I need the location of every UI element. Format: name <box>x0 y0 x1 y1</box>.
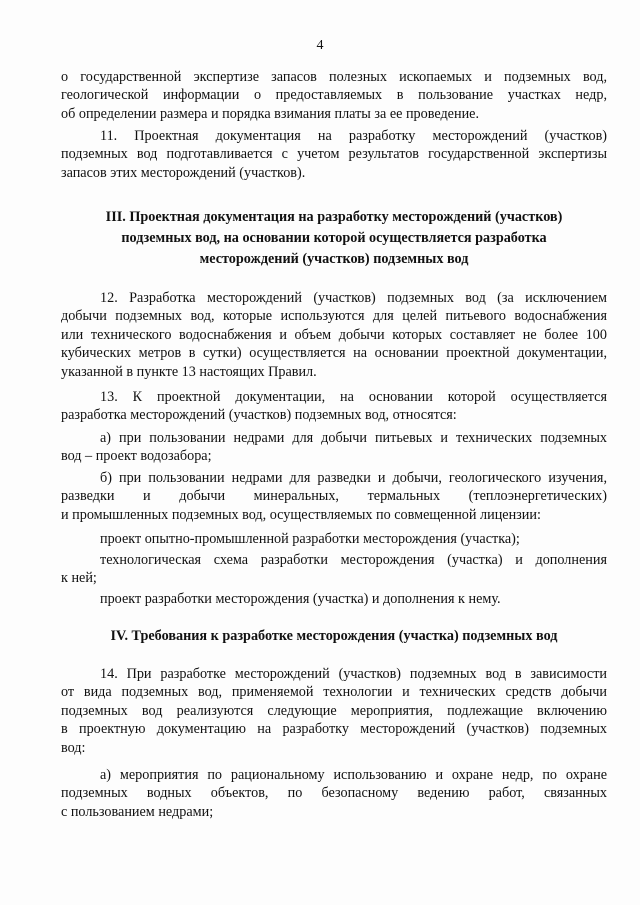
text-line: запасов этих месторождений (участков). <box>61 164 306 181</box>
paragraph-12 <box>61 289 607 381</box>
heading-line: III. Проектная документация на разработку месторождений (участков) <box>105 209 563 225</box>
paragraph-13b-item-1 <box>61 530 607 548</box>
paragraph-13 <box>61 388 607 425</box>
section-heading-3 <box>61 207 607 270</box>
paragraph-13b <box>61 469 607 524</box>
text-line: 14. При разработке месторождений (участков) подземных вод в зависимости <box>100 666 607 682</box>
heading-line: месторождений (участков) подземных вод <box>199 251 469 267</box>
text-line: с пользованием недрами; <box>61 803 214 820</box>
text-line: к ней; <box>61 570 97 587</box>
text-line: разработка месторождений (участков) подземных вод, относятся: <box>61 407 457 424</box>
text-line: о государственной экспертизе запасов полезных ископаемых и подземных вод, <box>61 69 607 85</box>
paragraph-continuation <box>61 68 607 123</box>
paragraph-14 <box>61 665 607 757</box>
paragraph-13b-item-2 <box>61 551 607 588</box>
heading-line: IV. Требования к разработке месторождения (участка) подземных вод <box>110 628 558 644</box>
paragraph-11 <box>61 127 607 182</box>
text-line: проект опытно-промышленной разработки месторождения (участка); <box>100 531 520 547</box>
page-number: 4 <box>316 38 324 53</box>
text-line: от вида подземных вод, применяемой технологии и технических средств добычи <box>61 684 607 701</box>
text-line: б) при пользовании недрами для разведки и добычи, геологического изучения, <box>100 470 607 486</box>
text-line: разведки и добычи минеральных, термальных (теплоэнергетических) <box>61 488 607 505</box>
section-heading-4 <box>61 626 607 647</box>
text-line: подземных вод подготавливается с учетом результатов государственной экспертизы <box>61 146 607 163</box>
text-line: а) при пользовании недрами для добычи питьевых и технических подземных <box>100 430 607 446</box>
text-line: кубических метров в сутки) осуществляется на основании проектной документации, <box>61 345 607 362</box>
text-line: добычи подземных вод, которые используются для целей питьевого водоснабжения <box>61 308 607 325</box>
paragraph-14a <box>61 766 607 821</box>
paragraph-13b-item-3 <box>61 590 607 608</box>
text-line: проект разработки месторождения (участка) и дополнения к нему. <box>100 591 501 607</box>
text-line: об определении размера и порядка взимания платы за ее проведение. <box>61 105 480 122</box>
text-line: указанной в пункте 13 настоящих Правил. <box>61 363 317 380</box>
text-line: 12. Разработка месторождений (участков) подземных вод (за исключением <box>100 290 607 306</box>
text-line: технологическая схема разработки месторождения (участка) и дополнения <box>100 552 607 568</box>
text-line: в проектную документацию на разработку месторождений (участков) подземных <box>61 721 607 738</box>
text-line: вод: <box>61 739 86 756</box>
text-line: вод – проект водозабора; <box>61 448 212 465</box>
text-line: подземных вод реализуются следующие мероприятия, подлежащие включению <box>61 702 607 719</box>
text-line: а) мероприятия по рациональному использованию и охране недр, по охране <box>100 767 607 783</box>
text-line: и промышленных подземных вод, осуществляемых по совмещенной лицензии: <box>61 506 541 523</box>
text-line: или технического водоснабжения и объем добычи которых составляет не более 100 <box>61 326 607 343</box>
text-line: 13. К проектной документации, на основании которой осуществляется <box>100 389 607 405</box>
text-line: 11. Проектная документация на разработку месторождений (участков) <box>100 128 607 144</box>
text-line: геологической информации о предоставляемых в пользование участках недр, <box>61 87 607 104</box>
text-line: подземных водных объектов, по безопасному ведению работ, связанных <box>61 785 607 802</box>
heading-line: подземных вод, на основании которой осуществляется разработка <box>121 230 547 246</box>
paragraph-13a <box>61 429 607 466</box>
